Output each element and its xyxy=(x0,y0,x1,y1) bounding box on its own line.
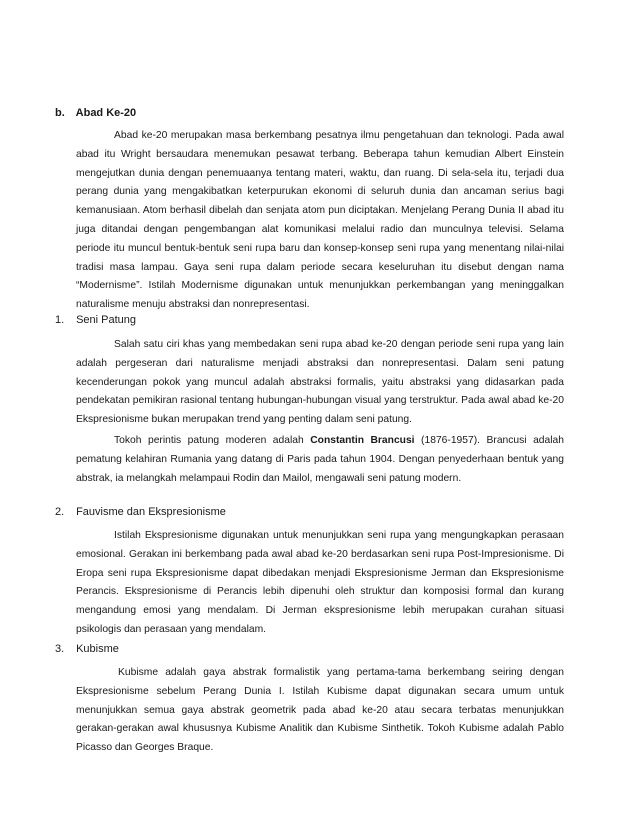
section-1-title: Seni Patung xyxy=(76,314,136,326)
section-1-paragraph-2 xyxy=(76,432,564,488)
section-1-heading xyxy=(55,313,136,327)
artist-name: Constantin Brancusi xyxy=(310,435,415,446)
section-1-marker: 1. xyxy=(55,314,65,326)
section-1-paragraph-1: Salah satu ciri khas yang membedakan seni rupa abad ke-20 dengan periode seni rupa yang lain adalah pergeseran dari naturalisme menjadi abstraksi dan nonrepresentasi. Dalam seni patung kecenderungan pokok yang muncul adalah abstraksi formalis, yaitu abstraksi yang didasarkan pada pendekatan pemikiran rasional tentang hubungan-hubungan visual yang terstruktur. Pada awal abad ke-20 Ekspresionisme bukan merupakan trend yang penting dalam seni patung. xyxy=(76,339,564,426)
section-1-paragraph-2-text-after: (1876-1957). Brancusi adalah pematung kelahiran Rumania yang datang di Paris pada tahun 1904. Dengan penyederhaan bentuk yang abstrak, ia melangkah melampaui Rodin dan Mailol, mengawali seni patung modern. xyxy=(76,435,564,484)
section-b-heading xyxy=(55,106,136,120)
section-2-marker: 2. xyxy=(55,506,65,518)
section-b-title: Abad Ke-20 xyxy=(75,107,137,119)
section-2-title: Fauvisme dan Ekspresionisme xyxy=(76,506,226,518)
section-b-paragraph: Abad ke-20 merupakan masa berkembang pesatnya ilmu pengetahuan dan teknologi. Pada awal abad itu Wright bersaudara menemukan pesawat terbang. Beberapa tahun kemudian Albert Einstein mengejutkan dunia dengan penemuaanya tentang materi, waktu, dan ruang. Di sela-sela itu, terjadi dua perang dunia yang mengakibatkan keterpurukan ekonomi di seluruh dunia dan ancaman serius bagi kemanusiaan. Atom berhasil dibelah dan senjata atom pun diciptakan. Menjelang Perang Dunia II abad itu juga ditandai dengan pengembangan alat komunikasi melalui radio dan munculnya televisi. Selama periode itu muncul bentuk-bentuk seni rupa baru dan konsep-konsep seni rupa yang menentang nilai-nilai tradisi masa lampau. Gaya seni rupa dalam periode secara keseluruhan itu disebut dengan nama “Modernisme”. Istilah Modernisme digunakan untuk menunjukkan perkembangan yang meninggalkan naturalisme menuju abstraksi dan nonrepresentasi. xyxy=(76,130,564,311)
section-1-paragraph-2-text-before: Tokoh perintis patung moderen adalah xyxy=(114,435,311,446)
section-2-paragraph: Istilah Ekspresionisme digunakan untuk menunjukkan seni rupa yang mengungkapkan perasaan emosional. Gerakan ini berkembang pada awal abad ke-20 berdasarkan seni rupa Post-Impresionisme. Di Eropa seni rupa Ekspresionisme dapat dibedakan menjadi Ekspresionisme Jerman dan Ekspresionisme Perancis. Ekspresionisme di Perancis lebih dipenuhi oleh struktur dan komposisi formal dan kurang mengandung emosi yang mendalam. Di Jerman ekspresionisme lebih merupakan curahan situasi psikologis dan perasaan yang mendalam. xyxy=(76,530,564,635)
section-3-paragraph: Kubisme adalah gaya abstrak formalistik yang pertama-tama berkembang seiring dengan Ekspresionisme sebelum Perang Dunia I. Istilah Kubisme dapat digunakan secara umum untuk menunjukkan semua gaya abstrak geometrik pada abad ke-20 atau secara terbatas menunjukkan gerakan-gerakan awal khususnya Kubisme Analitik dan Kubisme Sinthetik. Tokoh Kubisme adalah Pablo Picasso dan Georges Braque. xyxy=(76,667,564,754)
section-3-title: Kubisme xyxy=(76,643,119,655)
section-2-heading xyxy=(55,505,226,519)
section-3-heading xyxy=(55,642,119,656)
section-3-marker: 3. xyxy=(55,643,65,655)
section-b-marker: b. xyxy=(55,107,65,119)
